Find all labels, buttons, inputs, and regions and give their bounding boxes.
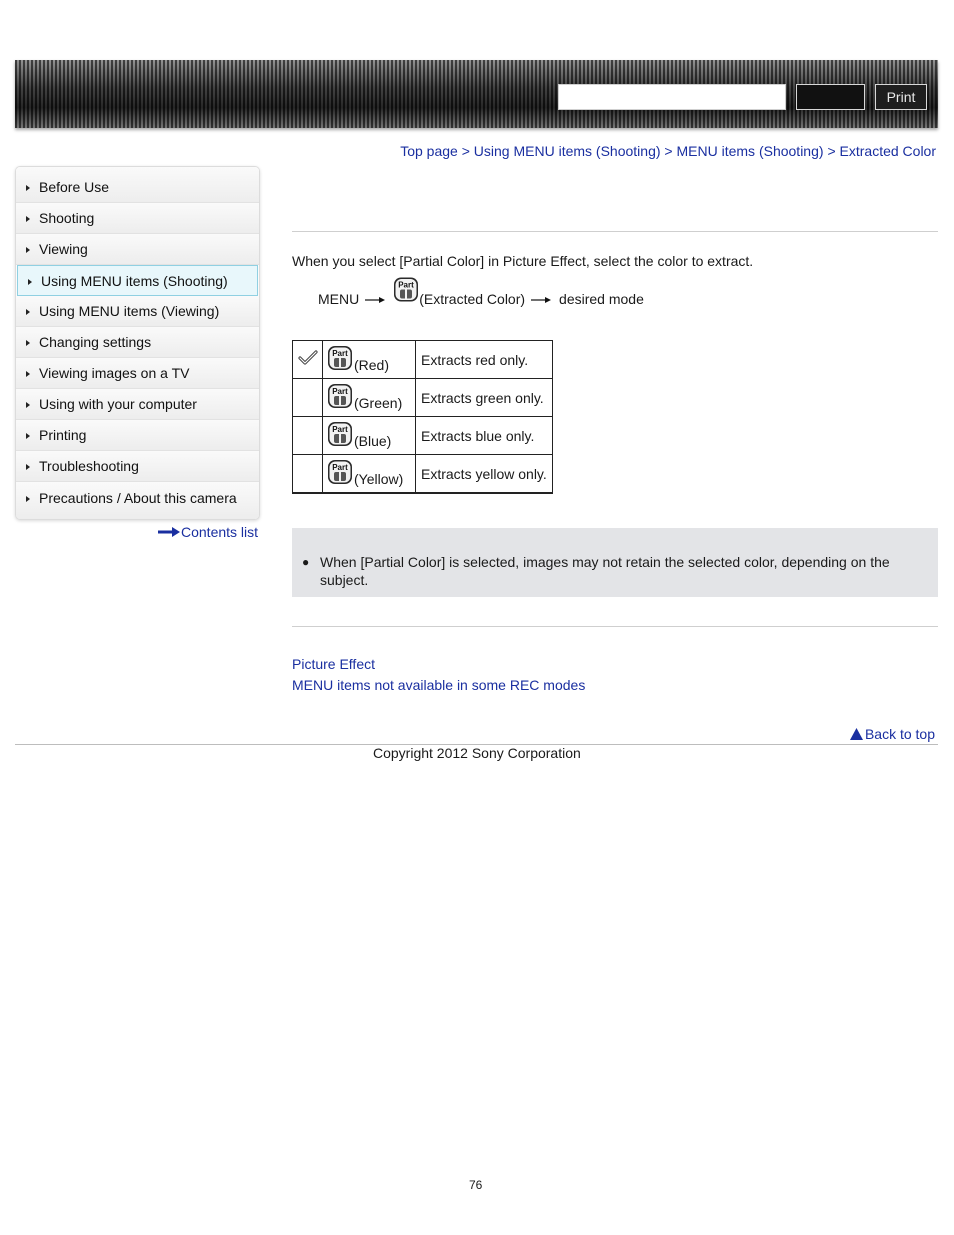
arrow-right-icon [26,247,30,253]
back-to-top-link[interactable] [850,726,935,742]
color-options-table [292,340,553,494]
arrow-right-icon [158,527,180,537]
sidebar-item-viewing-on-tv[interactable] [16,358,259,389]
option-description: Extracts green only. [416,379,553,417]
breadcrumb-separator: > [461,143,470,159]
desired-mode-label: desired mode [559,290,644,307]
back-to-top-label: Back to top [864,726,935,742]
sidebar-item-label: Using with your computer [39,396,197,412]
related-link-menu-items-not-available[interactable]: MENU items not available in some REC modes [292,677,586,693]
option-label-green: (Green) [354,395,403,411]
breadcrumb-menu-items-shooting[interactable]: MENU items (Shooting) [676,143,824,159]
menu-label: MENU [318,290,360,307]
breadcrumb-separator: > [827,143,836,159]
arrow-right-icon [26,309,30,315]
svg-text:Part: Part [332,349,348,358]
note-box [292,528,938,597]
arrow-right-icon [28,279,32,285]
sidebar-item-label: Printing [39,427,87,443]
table-row [293,417,553,455]
menu-item-label: (Extracted Color) [419,290,526,307]
option-icon-cell [323,417,416,455]
sidebar-item-using-menu-viewing[interactable] [16,296,259,327]
sidebar-item-label: Viewing images on a TV [39,365,190,381]
sidebar-item-printing[interactable] [16,420,259,451]
option-description: Extracts yellow only. [416,455,553,494]
breadcrumb-top-page[interactable]: Top page [400,143,458,159]
partial-color-icon [327,383,353,409]
sidebar-item-label: Changing settings [39,334,152,350]
default-check-cell [293,455,323,494]
partial-color-icon [327,421,353,447]
breadcrumb-separator: > [664,143,673,159]
svg-text:Part: Part [332,425,348,434]
svg-text:Part: Part [398,280,415,290]
sidebar-item-precautions[interactable] [16,482,259,519]
sidebar-item-label: Troubleshooting [39,458,139,474]
sidebar-item-viewing[interactable] [16,234,259,265]
sidebar-item-using-menu-shooting[interactable] [17,265,258,296]
sidebar-item-label: Precautions / About this camera [39,489,237,506]
intro-text: When you select [Partial Color] in Picture Effect, select the color to extract. [292,253,754,269]
bullet-icon: ● [302,555,310,569]
contents-list-label: Contents list [181,524,259,540]
contents-list-link[interactable] [158,524,258,540]
related-link-picture-effect[interactable]: Picture Effect [292,656,376,672]
option-description: Extracts red only. [416,341,553,379]
note-text: When [Partial Color] is selected, images may not retain the selected color, depending on the subject. [320,554,890,588]
arrow-right-icon [531,295,553,305]
option-label-red: (Red) [354,357,390,373]
note-item [302,553,902,589]
sidebar-item-label: Using MENU items (Shooting) [41,272,228,289]
sidebar-item-changing-settings[interactable] [16,327,259,358]
option-icon-cell [323,455,416,494]
svg-text:Part: Part [332,387,348,396]
copyright-text: Copyright 2012 Sony Corporation [373,745,581,761]
arrow-right-icon [26,433,30,439]
sidebar-item-label: Before Use [39,179,110,195]
arrow-right-icon [26,185,30,191]
breadcrumb [400,143,936,159]
title-divider [292,231,938,232]
sidebar-item-shooting[interactable] [16,203,259,234]
arrow-right-icon [26,464,30,470]
sidebar-item-using-with-computer[interactable] [16,389,259,420]
triangle-up-icon [850,728,863,740]
arrow-right-icon [365,295,387,305]
default-check-cell [293,417,323,455]
related-divider [292,626,938,627]
sidebar-item-label: Using MENU items (Viewing) [39,303,220,319]
partial-color-icon [327,459,353,485]
sidebar-nav [15,166,260,520]
partial-color-icon [327,345,353,371]
check-icon [298,349,318,367]
breadcrumb-using-menu-items-shooting[interactable]: Using MENU items (Shooting) [473,143,661,159]
arrow-right-icon [26,340,30,346]
arrow-right-icon [26,371,30,377]
table-row [293,379,553,417]
sidebar-item-troubleshooting[interactable] [16,451,259,482]
breadcrumb-extracted-color[interactable]: Extracted Color [839,143,936,159]
arrow-right-icon [26,216,30,222]
search-input[interactable] [558,84,786,110]
sidebar-item-before-use[interactable] [16,167,259,203]
option-icon-cell [323,341,416,379]
table-row [293,455,553,494]
table-row [293,341,553,379]
print-button[interactable]: Print [875,84,927,110]
partial-color-icon [393,276,419,303]
arrow-right-icon [26,496,30,502]
option-label-blue: (Blue) [354,433,392,449]
option-icon-cell [323,379,416,417]
sidebar-item-label: Shooting [39,210,95,226]
svg-text:Part: Part [332,463,348,472]
menu-path [318,276,644,307]
header-bar [15,60,938,128]
sidebar-item-label: Viewing [39,241,88,257]
option-label-yellow: (Yellow) [354,471,404,487]
default-check-cell [293,341,323,379]
option-description: Extracts blue only. [416,417,553,455]
arrow-right-icon [26,402,30,408]
page-number: 76 [469,1178,483,1192]
search-button[interactable] [796,84,865,110]
default-check-cell [293,379,323,417]
